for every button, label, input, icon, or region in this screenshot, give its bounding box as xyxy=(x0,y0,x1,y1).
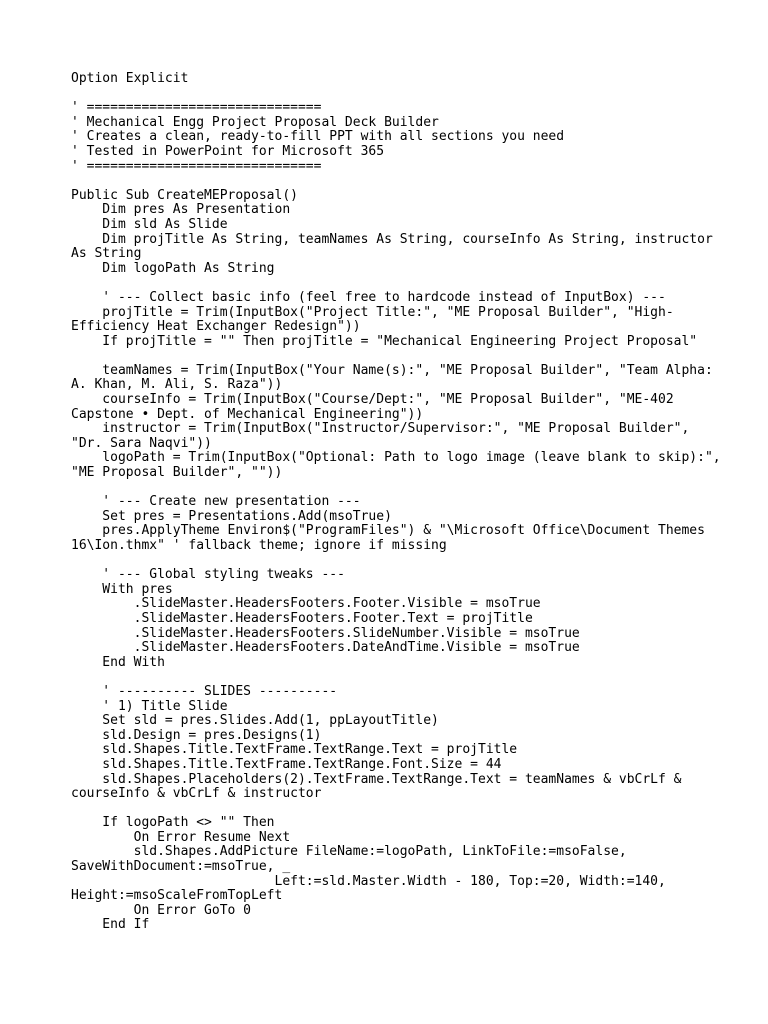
code-line: Dim logoPath As String xyxy=(71,260,275,276)
code-line: If projTitle = "" Then projTitle = "Mechanical Engineering Project Proposal" xyxy=(71,333,698,349)
code-line xyxy=(71,87,691,102)
code-line: sld.Shapes.Placeholders(2).TextFrame.TextRange.Text = teamNames & vbCrLf & xyxy=(71,771,682,787)
code-line: On Error GoTo 0 xyxy=(71,902,252,918)
code-line: logoPath = Trim(InputBox("Optional: Path to logo image (leave blank to skip):", xyxy=(71,450,721,466)
code-line: ' 1) Title Slide xyxy=(71,698,228,714)
code-line: ' ============================== xyxy=(71,100,322,116)
code-line: Left:=sld.Master.Width - 180, Top:=20, Width:=140, xyxy=(71,873,666,889)
code-line xyxy=(71,276,691,291)
code-line: teamNames = Trim(InputBox("Your Name(s):", "ME Proposal Builder", "Team Alpha: xyxy=(71,362,713,378)
code-line: ' Creates a clean, ready-to-fill PPT with all sections you need xyxy=(71,129,565,145)
code-line: Dim pres As Presentation xyxy=(71,202,291,218)
code-line: ' ---------- SLIDES ---------- xyxy=(71,683,338,699)
code-line: A. Khan, M. Ali, S. Raza")) xyxy=(71,377,283,393)
code-line: courseInfo & vbCrLf & instructor xyxy=(71,786,322,802)
code-line: As String xyxy=(71,246,142,262)
code-line: Public Sub CreateMEProposal() xyxy=(71,187,298,203)
code-line: SaveWithDocument:=msoTrue, _ xyxy=(71,859,291,875)
code-line: 16\Ion.thmx" ' fallback theme; ignore if missing xyxy=(71,538,447,553)
code-line: sld.Shapes.Title.TextFrame.TextRange.Text = projTitle xyxy=(71,742,518,758)
code-line: courseInfo = Trim(InputBox("Course/Dept:", "ME Proposal Builder", "ME-402 xyxy=(71,392,674,408)
code-line: sld.Shapes.Title.TextFrame.TextRange.Font.Size = 44 xyxy=(71,756,502,772)
code-line: .SlideMaster.HeadersFooters.Footer.Visible = msoTrue xyxy=(71,596,541,612)
code-line: .SlideMaster.HeadersFooters.DateAndTime.Visible = msoTrue xyxy=(71,640,580,656)
code-line: If logoPath <> "" Then xyxy=(71,815,275,831)
code-line: On Error Resume Next xyxy=(71,829,291,845)
code-line: Efficiency Heat Exchanger Redesign")) xyxy=(71,319,361,335)
code-line: Set sld = pres.Slides.Add(1, ppLayoutTitle) xyxy=(71,713,439,729)
code-line xyxy=(71,670,691,685)
code-line: Height:=msoScaleFromTopLeft xyxy=(71,888,283,904)
code-line: "ME Proposal Builder", "")) xyxy=(71,465,283,481)
code-line: ' --- Create new presentation --- xyxy=(71,494,361,510)
code-line: ' --- Collect basic info (feel free to hardcode instead of InputBox) --- xyxy=(71,289,666,305)
code-line: Set pres = Presentations.Add(msoTrue) xyxy=(71,508,392,524)
code-line: With pres xyxy=(71,581,173,597)
code-line: sld.Design = pres.Designs(1) xyxy=(71,727,322,743)
code-line: Capstone • Dept. of Mechanical Engineering")) xyxy=(71,406,424,422)
code-line: .SlideMaster.HeadersFooters.SlideNumber.Visible = msoTrue xyxy=(71,625,580,641)
code-line: Dim projTitle As String, teamNames As String, courseInfo As String, instructor xyxy=(71,231,713,247)
code-line: ' ============================== xyxy=(71,158,322,174)
code-line: "Dr. Sara Naqvi")) xyxy=(71,435,212,451)
code-line xyxy=(71,554,691,569)
code-line: ' Mechanical Engg Project Proposal Deck Builder xyxy=(71,114,439,130)
code-listing xyxy=(71,71,721,933)
code-line: Dim sld As Slide xyxy=(71,216,228,232)
code-line: End If xyxy=(71,917,150,933)
code-line: .SlideMaster.HeadersFooters.Footer.Text = projTitle xyxy=(71,610,533,626)
code-line: projTitle = Trim(InputBox("Project Title:", "ME Proposal Builder", "High- xyxy=(71,304,674,320)
code-line xyxy=(71,802,691,817)
code-line: ' Tested in PowerPoint for Microsoft 365 xyxy=(71,143,385,159)
code-line: ' --- Global styling tweaks --- xyxy=(71,567,345,583)
code-line: End With xyxy=(71,654,165,670)
code-line: sld.Shapes.AddPicture FileName:=logoPath, LinkToFile:=msoFalse, xyxy=(71,844,627,860)
code-line xyxy=(71,174,691,189)
code-line: pres.ApplyTheme Environ$("ProgramFiles") & "\Microsoft Office\Document Themes xyxy=(71,523,705,539)
code-line xyxy=(71,481,691,496)
code-line: Option Explicit xyxy=(71,71,189,86)
code-line xyxy=(71,349,691,364)
code-line: instructor = Trim(InputBox("Instructor/Supervisor:", "ME Proposal Builder", xyxy=(71,421,690,437)
